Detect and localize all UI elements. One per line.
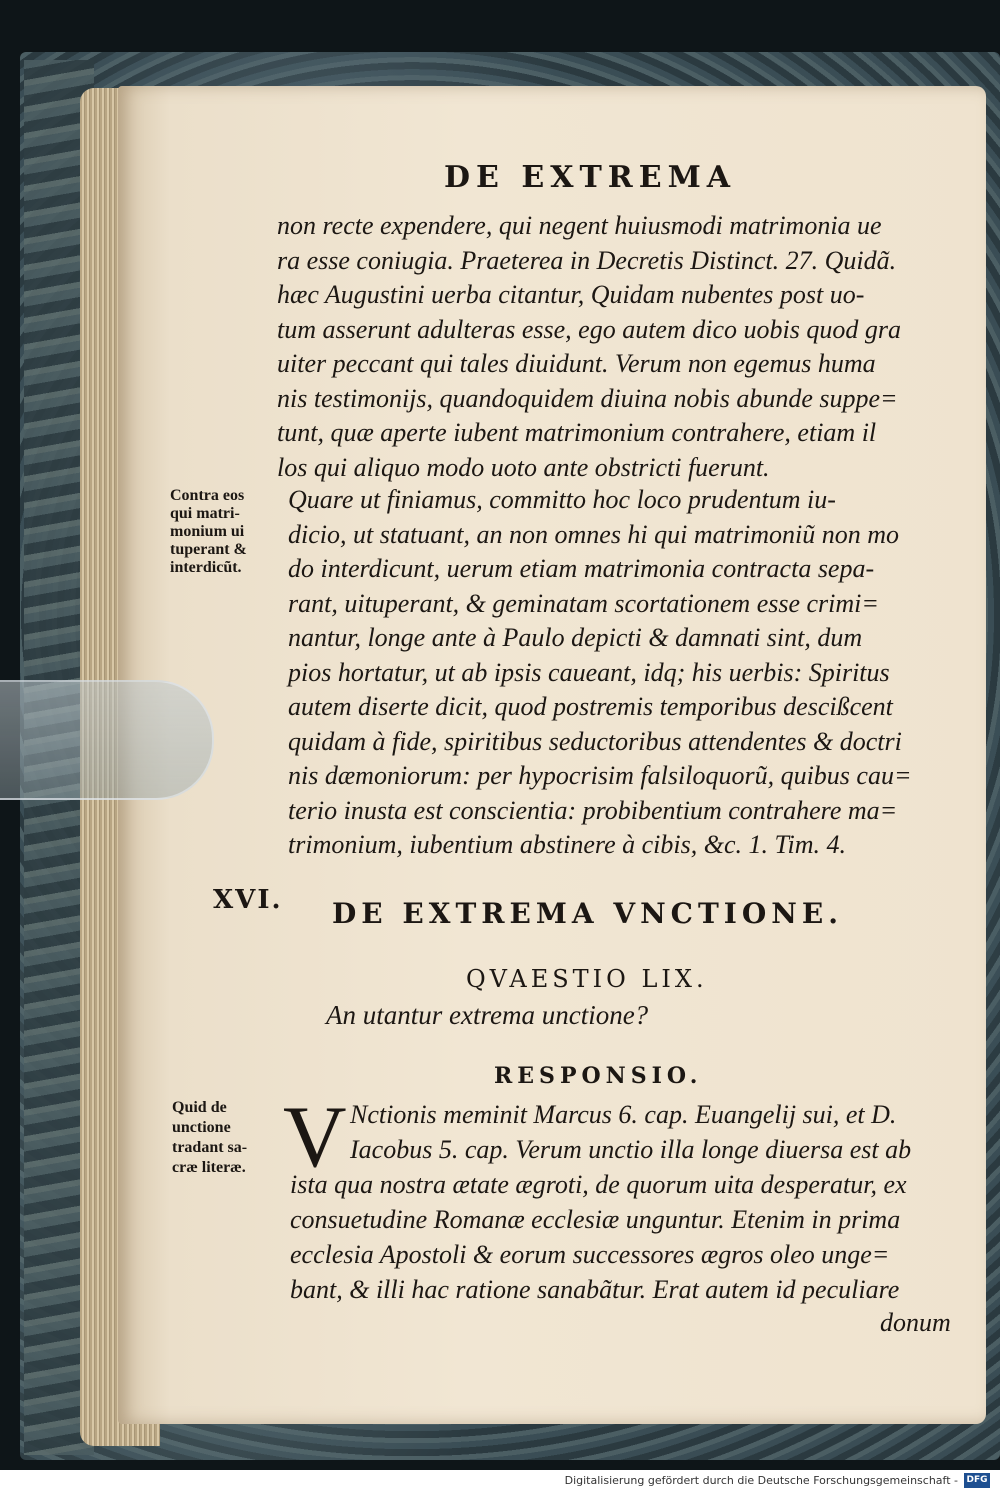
- margin-note-line: Contra eos: [170, 487, 245, 504]
- text-line: autem diserte dicit, quod postremis temporibus descißcent: [288, 692, 893, 721]
- plastic-page-clip: [0, 680, 214, 800]
- margin-note-line: interdicũt.: [170, 559, 242, 576]
- text-line: ecclesia Apostoli & eorum successores ægros oleo unge=: [290, 1240, 890, 1269]
- text-line: consuetudine Romanæ ecclesiæ unguntur. Etenim in prima: [290, 1205, 901, 1234]
- margin-note-line: unctione: [172, 1119, 231, 1136]
- text-line: bant, & illi hac ratione sanabãtur. Erat autem id peculiare: [290, 1275, 900, 1304]
- margin-note-line: tradant sa-: [172, 1139, 248, 1156]
- catchword: donum: [880, 1308, 951, 1337]
- margin-note-line: Quid de: [172, 1099, 227, 1116]
- text-line: uiter peccant qui tales diuidunt. Verum non egemus huma: [277, 349, 876, 378]
- margin-note-line: cræ literæ.: [172, 1159, 246, 1176]
- drop-capital: V: [283, 1089, 347, 1186]
- text-line: Nctionis meminit Marcus 6. cap. Euangelij sui, et D.: [350, 1100, 897, 1129]
- text-line: dicio, ut statuant, an non omnes hi qui matrimoniũ non mo: [288, 519, 899, 549]
- question-heading: QVAESTIO LIX.: [466, 965, 708, 993]
- text-line: pios hortatur, ut ab ipsis caueant, idq; his uerbis: Spiritus: [288, 657, 890, 687]
- text-line: tum asserunt adulteras esse, ego autem dico uobis quod gra: [277, 314, 901, 344]
- running-head: DE EXTREMA: [444, 160, 737, 195]
- footer-bar: [0, 1470, 1000, 1495]
- text-line: non recte expendere, qui negent huiusmodi matrimonia ue: [277, 211, 882, 240]
- chapter-title: DE EXTREMA VNCTIONE.: [332, 897, 843, 930]
- text-line: do interdicunt, uerum etiam matrimonia contracta sepa-: [288, 554, 875, 583]
- text-line: ra esse coniugia. Praeterea in Decretis Distinct. 27. Quidã.: [277, 245, 897, 275]
- margin-note-line: qui matri-: [170, 505, 240, 522]
- text-line: tunt, quæ aperte iubent matrimonium contrahere, etiam il: [277, 418, 877, 447]
- margin-note-line: monium ui: [170, 523, 245, 540]
- text-line: hæc Augustini uerba citantur, Quidam nubentes post uo-: [277, 280, 865, 309]
- text-line: terio inusta est conscientia: probibentium contrahere ma=: [288, 795, 898, 825]
- dfg-logo-icon: DFG: [964, 1473, 990, 1488]
- text-line: nantur, longe ante à Paulo depicti & damnati sint, dum: [288, 623, 863, 652]
- text-line: nis dæmoniorum: per hypocrisim falsiloquorũ, quibus cau=: [288, 761, 912, 790]
- chapter-number: XVI.: [213, 885, 283, 915]
- responsio-heading: RESPONSIO.: [494, 1063, 703, 1089]
- footer-credit: Digitalisierung gefördert durch die Deutsche Forschungsgemeinschaft -: [564, 1474, 958, 1487]
- text-line: ista qua nostra ætate ægroti, de quorum uita desperatur, ex: [290, 1170, 907, 1199]
- text-line: trimonium, iubentium abstinere à cibis, &c. 1. Tim. 4.: [288, 830, 847, 859]
- question-text: An utantur extrema unctione?: [326, 1000, 649, 1030]
- margin-note-line: tuperant &: [170, 541, 247, 558]
- text-line: los qui aliquo modo uoto ante obstricti fuerunt.: [277, 452, 770, 482]
- text-line: Iacobus 5. cap. Verum unctio illa longe diuersa est ab: [350, 1135, 912, 1164]
- text-line: nis testimonijs, quandoquidem diuina nobis abunde suppe=: [277, 383, 898, 413]
- text-line: quidam à fide, spiritibus seductoribus attendentes & doctri: [288, 726, 902, 756]
- text-line: rant, uituperant, & geminatam scortationem esse crimi=: [288, 588, 879, 618]
- text-line: Quare ut finiamus, committo hoc loco prudentum iu-: [288, 485, 836, 514]
